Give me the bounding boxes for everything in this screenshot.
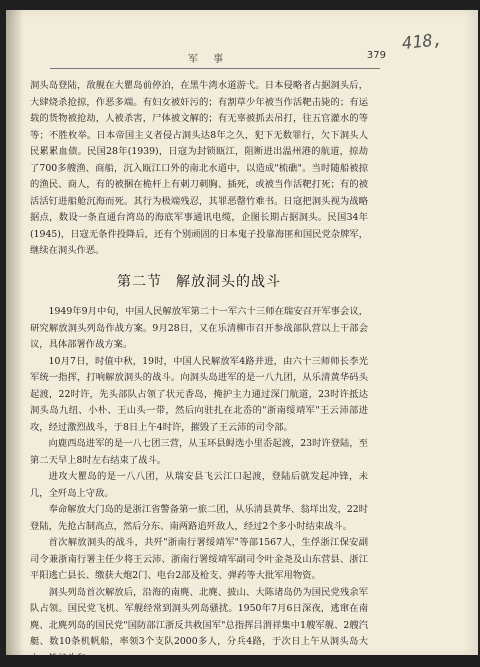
- paragraph: 向鹿西岛进军的是一八七团三营，从玉环县鲟选小里岙起渡，23时许登陆，至第二天早上8时左右结束了战斗。: [30, 436, 368, 469]
- paragraph: 10月7日，时值中秋，19时，中国人民解放军4路并进，由六十三师师长李光军统一指挥，打响解放洞头的战斗。向洞头岛进军的是一八九团，从乐清黄华码头起渡，22时许，先头部队占领了状元香岛，掩护主力通过深门航道，23时许抵达洞头岛九纽、小朴、王山头一带，然后向驻扎在北岙的"浙南绥靖军"王云沛部进攻，经过激烈战斗，于8日上午4时许，摧毁了王云沛的司令部。: [30, 354, 368, 437]
- paragraph: 1949年9月中旬，中国人民解放军第二十一军六十三师在瑞安召开军事会议，研究解放洞头列岛作战方案。9月28日，又在乐清柳市召开参战部队营以上干部会议，具体部署作战方案。: [30, 304, 368, 354]
- page-gutter-shadow: [6, 10, 24, 655]
- page-number: 379: [367, 50, 386, 61]
- section-title: 解放洞头的战斗: [176, 274, 281, 290]
- paragraph: 首次解放洞头的战斗，共歼"浙南行署绥靖军"等部1567人，生俘浙江保安副司令兼浙南行署主任少将王云沛、浙南行署绥靖军副司令叶金尧及山东营县、浙江平阳逃亡县长、缴获大炮2门、电台2部及枪支、弹药等大批军用物资。: [30, 535, 368, 585]
- header-rule: [50, 68, 380, 69]
- section-heading: [30, 274, 368, 291]
- body-text: [30, 78, 368, 667]
- paragraph: 进攻大瞿岛的是一八八团，从瑞安县飞云江口起渡，登陆后就发起冲锋，未几，全歼岛上守敌。: [30, 469, 368, 502]
- section-number: 第二节: [117, 274, 162, 290]
- book-page: [6, 10, 478, 655]
- running-header: [126, 48, 386, 66]
- paragraph: 洞头列岛首次解放后，沿海的南麂、北麂、披山、大陈诸岛仍为国民党残余军队占领。国民党飞机、军舰经常到洞头列岛骚扰。1950年7月6日深夜，逃窜在南麂、北麂列岛的国民党"国防部江浙反共救国军"总指挥吕渭祥集中1艘军舰、2艘汽艇、数10条机帆船，率领3个支队2000多人，分兵4路，于次日上午从洞头岛大山、铁炉头和: [30, 585, 368, 667]
- paragraph: 奉命解放大门岛的是浙江省警备第一旅二团，从乐清县黄华、翁垟出发，22时登陆，先抢占制高点，然后分东、南两路追歼敌人，经过2个多小时结束战斗。: [30, 502, 368, 535]
- running-title: 军 事: [188, 50, 229, 65]
- paragraph: 洞头岛登陆，敌舰在大瞿岛前停泊，在黑牛湾水道游弋。日本侵略者占据洞头后，大肆烧杀抢掠，作恶多端。有妇女被奸污的；有割草少年被当作活靶击毙的；有运载的货物被抢劫，人被杀害，尸体被文解的；有无辜被抓去吊打，往五官灌水的等等；不胜枚举。日本帝国主义者侵占洞头达8年之久，犯下无数罪行，欠下洞头人民累累血债。民国28年(1939)，日寇为封锁瓯江，阻断进出温州港的航道，掠劫了700多艘渔、商船，沉入瓯江口外的南北水道中，以造成"梳礁"。当时随船被掠的渔民、商人，有的被捆在桅杆上有刺刀刺胸、插死，或被当作活靶打死；有的被活活钉进船舱沉海而死。其行为极端残忍，其罪恶罄竹难书。日寇把洞头视为战略据点，数设一条直通台湾岛的海底军事通讯电缆，企图长期占据洞头。民国34年(1945)，日寇无条件投降后，还有个别顽固的日本鬼子投靠海匪和国民党杂牌军，继续在洞头作恶。: [30, 78, 368, 260]
- handwritten-page-number: 418,: [401, 30, 444, 54]
